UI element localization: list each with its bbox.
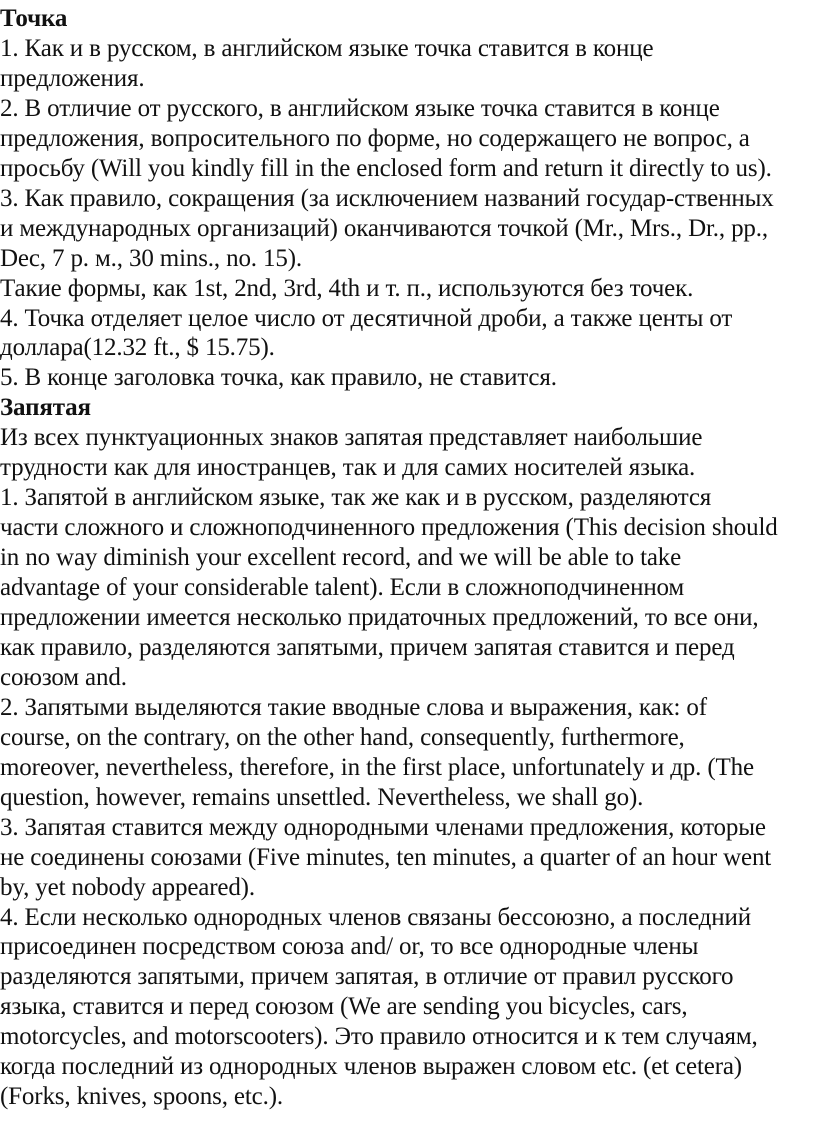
text-line: Такие формы, как 1st, 2nd, 3rd, 4th и т. п., используются без точек.	[0, 274, 694, 302]
text-line: motorcycles, and motorscooters). Это правило относится и к тем случаям,	[0, 1023, 758, 1051]
text-line: in no way diminish your excellent record, and we will be able to take	[0, 544, 682, 572]
text-line: как правило, разделяются запятыми, причем запятая ставится и перед	[0, 633, 735, 661]
text-line: 2. В отличие от русского, в английском языке точка ставится в конце	[0, 94, 720, 122]
text-line: присоединен посредством союза and/ or, то все однородные члены	[0, 933, 699, 961]
text-line: когда последний из однородных членов выражен словом etc. (et cetera)	[0, 1053, 742, 1081]
text-line: 3. Запятая ставится между однородными членами предложения, которые	[0, 813, 766, 841]
text-line: Dec, 7 p. м., 30 mins., no. 15).	[0, 244, 302, 272]
section-heading: Точка	[0, 5, 68, 32]
text-line: by, yet nobody appeared).	[0, 873, 255, 901]
text-line: предложения, вопросительного по форме, но содержащего не вопрос, а	[0, 124, 750, 152]
text-line: (Forks, knives, spoons, etc.).	[0, 1083, 283, 1111]
text-line: языка, ставится и перед союзом (We are sending you bicycles, cars,	[0, 993, 688, 1021]
text-line: 2. Запятыми выделяются такие вводные слова и выражения, как: of	[0, 693, 707, 721]
text-line: Из всех пунктуационных знаков запятая представляет наибольшие	[0, 424, 703, 452]
text-line: 4. Точка отделяет целое число от десятичной дроби, а также центы от	[0, 304, 733, 332]
text-line: advantage of your considerable talent). Если в сложноподчиненном	[0, 574, 685, 602]
text-line: 1. Как и в русском, в английском языке точка ставится в конце	[0, 34, 654, 62]
text-line: course, on the contrary, on the other hand, consequently, furthermore,	[0, 723, 685, 751]
text-line: доллара(12.32 ft., $ 15.75).	[0, 334, 275, 362]
text-line: союзом and.	[0, 663, 127, 691]
text-line: не соединены союзами (Five minutes, ten minutes, a quarter of an hour went	[0, 843, 772, 871]
text-line: 4. Если несколько однородных членов связаны бессоюзно, а последний	[0, 903, 751, 931]
text-line: moreover, nevertheless, therefore, in the first place, unfortunately и др. (The	[0, 753, 754, 781]
text-line: 1. Запятой в английском языке, так же как и в русском, разделяются	[0, 484, 712, 512]
text-line: трудности как для иностранцев, так и для самих носителей языка.	[0, 454, 696, 482]
text-line: части сложного и сложноподчиненного предложения (This decision should	[0, 514, 778, 542]
text-line: и международных организаций) оканчиваются точкой (Mr., Mrs., Dr., pp.,	[0, 214, 768, 242]
text-line: разделяются запятыми, причем запятая, в отличие от правил русского	[0, 963, 734, 991]
text-line: просьбу (Will you kindly fill in the enclosed form and return it directly to us).	[0, 154, 772, 182]
section-heading: Запятая	[0, 394, 91, 422]
text-line: 5. В конце заголовка точка, как правило, не ставится.	[0, 364, 557, 392]
text-line: question, however, remains unsettled. Nevertheless, we shall go).	[0, 783, 644, 811]
text-line: 3. Как правило, сокращения (за исключением названий государ-ственных	[0, 184, 774, 212]
text-line: предложения.	[0, 64, 145, 92]
text-line: предложении имеется несколько придаточных предложений, то все они,	[0, 604, 759, 631]
